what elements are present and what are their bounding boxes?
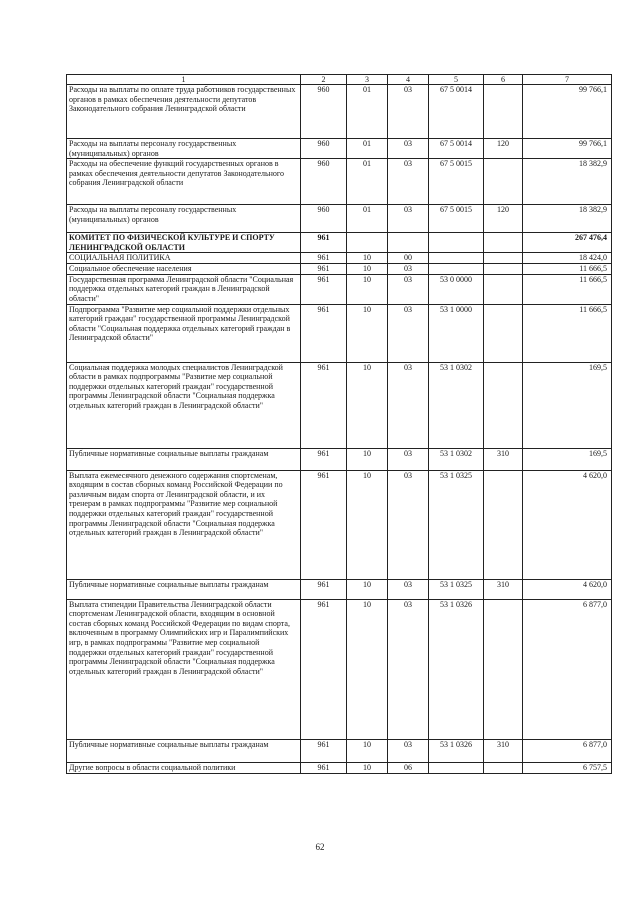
row-name-cell: Расходы на выплаты персоналу государственных (муниципальных) органов bbox=[67, 139, 301, 159]
table-row bbox=[67, 470, 612, 579]
row-gr-cell: 961 bbox=[301, 762, 347, 773]
table-row bbox=[67, 599, 612, 739]
row-sum-cell: 99 766,1 bbox=[523, 139, 612, 159]
row-csr-cell: 53 1 0325 bbox=[429, 470, 484, 579]
row-vr-cell: 310 bbox=[484, 448, 523, 470]
row-rz-cell: 01 bbox=[347, 85, 388, 139]
row-vr-cell bbox=[484, 85, 523, 139]
row-vr-cell bbox=[484, 263, 523, 274]
row-rz-cell: 10 bbox=[347, 263, 388, 274]
row-pr-cell: 00 bbox=[388, 253, 429, 264]
row-vr-cell: 310 bbox=[484, 579, 523, 599]
row-sum-cell: 169,5 bbox=[523, 448, 612, 470]
row-csr-cell: 53 0 0000 bbox=[429, 274, 484, 304]
row-vr-cell bbox=[484, 159, 523, 205]
header-cell: 2 bbox=[301, 75, 347, 85]
page-number: 62 bbox=[315, 842, 325, 852]
row-rz-cell bbox=[347, 233, 388, 253]
table-row bbox=[67, 263, 612, 274]
row-rz-cell: 10 bbox=[347, 253, 388, 264]
table-header-row bbox=[67, 75, 612, 85]
table-row bbox=[67, 233, 612, 253]
row-pr-cell: 03 bbox=[388, 579, 429, 599]
row-gr-cell: 961 bbox=[301, 448, 347, 470]
header-cell: 4 bbox=[388, 75, 429, 85]
table-row bbox=[67, 762, 612, 773]
row-gr-cell: 961 bbox=[301, 362, 347, 448]
row-gr-cell: 961 bbox=[301, 739, 347, 762]
row-pr-cell: 03 bbox=[388, 205, 429, 233]
table-row bbox=[67, 739, 612, 762]
row-pr-cell: 03 bbox=[388, 263, 429, 274]
table-row bbox=[67, 139, 612, 159]
row-name-cell: Публичные нормативные социальные выплаты гражданам bbox=[67, 448, 301, 470]
row-vr-cell: 120 bbox=[484, 139, 523, 159]
table-row bbox=[67, 304, 612, 362]
row-csr-cell: 53 1 0000 bbox=[429, 304, 484, 362]
row-pr-cell: 03 bbox=[388, 85, 429, 139]
row-vr-cell: 120 bbox=[484, 205, 523, 233]
row-gr-cell: 961 bbox=[301, 233, 347, 253]
row-name-cell: Другие вопросы в области социальной политики bbox=[67, 762, 301, 773]
row-sum-cell: 18 382,9 bbox=[523, 205, 612, 233]
row-gr-cell: 961 bbox=[301, 274, 347, 304]
row-gr-cell: 960 bbox=[301, 85, 347, 139]
table-body bbox=[67, 75, 612, 774]
row-csr-cell: 53 1 0302 bbox=[429, 448, 484, 470]
row-pr-cell: 06 bbox=[388, 762, 429, 773]
row-sum-cell: 11 666,5 bbox=[523, 304, 612, 362]
row-sum-cell: 11 666,5 bbox=[523, 263, 612, 274]
row-gr-cell: 961 bbox=[301, 263, 347, 274]
row-sum-cell: 6 877,0 bbox=[523, 739, 612, 762]
table-row bbox=[67, 253, 612, 264]
row-name-cell: Выплата стипендии Правительства Ленинградской области спортсменам Ленинградской области, входящим в основной состав сборных команд Российской Федерации по видам спорта, включенным в программу Олимпийских игр и Паралимпийских игр, в рамках подпрограммы "Развитие мер социальной поддержки отдельных категорий граждан" государственной программы Ленинградской области "Социальная поддержка отдельных категорий граждан в Ленинградской области" bbox=[67, 599, 301, 739]
row-gr-cell: 961 bbox=[301, 253, 347, 264]
row-gr-cell: 961 bbox=[301, 470, 347, 579]
row-csr-cell: 67 5 0014 bbox=[429, 85, 484, 139]
row-name-cell: Подпрограмма "Развитие мер социальной поддержки отдельных категорий граждан" государственной программы Ленинградской области "Социальная поддержка отдельных категорий граждан в Ленинградской области" bbox=[67, 304, 301, 362]
row-sum-cell: 18 382,9 bbox=[523, 159, 612, 205]
row-rz-cell: 01 bbox=[347, 139, 388, 159]
header-cell: 3 bbox=[347, 75, 388, 85]
row-sum-cell: 6 877,0 bbox=[523, 599, 612, 739]
row-name-cell: Государственная программа Ленинградской области "Социальная поддержка отдельных категорий граждан в Ленинградской области" bbox=[67, 274, 301, 304]
row-vr-cell bbox=[484, 599, 523, 739]
row-name-cell: Публичные нормативные социальные выплаты гражданам bbox=[67, 579, 301, 599]
row-csr-cell: 67 5 0014 bbox=[429, 139, 484, 159]
row-sum-cell: 18 424,0 bbox=[523, 253, 612, 264]
row-vr-cell bbox=[484, 470, 523, 579]
row-vr-cell bbox=[484, 233, 523, 253]
row-vr-cell: 310 bbox=[484, 739, 523, 762]
row-pr-cell bbox=[388, 233, 429, 253]
row-csr-cell bbox=[429, 253, 484, 264]
header-cell: 6 bbox=[484, 75, 523, 85]
table-row bbox=[67, 579, 612, 599]
row-pr-cell: 03 bbox=[388, 739, 429, 762]
row-rz-cell: 10 bbox=[347, 599, 388, 739]
row-rz-cell: 10 bbox=[347, 448, 388, 470]
row-pr-cell: 03 bbox=[388, 599, 429, 739]
row-csr-cell bbox=[429, 263, 484, 274]
row-name-cell: Расходы на обеспечение функций государственных органов в рамках обеспечения деятельности депутатов Законодательного собрания Ленинградской области bbox=[67, 159, 301, 205]
row-sum-cell: 99 766,1 bbox=[523, 85, 612, 139]
table-row bbox=[67, 274, 612, 304]
row-csr-cell bbox=[429, 233, 484, 253]
row-csr-cell bbox=[429, 762, 484, 773]
row-rz-cell: 01 bbox=[347, 205, 388, 233]
table-row bbox=[67, 205, 612, 233]
row-rz-cell: 10 bbox=[347, 362, 388, 448]
row-name-cell: Расходы на выплаты по оплате труда работников государственных органов в рамках обеспечения деятельности депутатов Законодательного собрания Ленинградской области bbox=[67, 85, 301, 139]
row-csr-cell: 53 1 0325 bbox=[429, 579, 484, 599]
row-rz-cell: 10 bbox=[347, 579, 388, 599]
row-gr-cell: 960 bbox=[301, 159, 347, 205]
row-pr-cell: 03 bbox=[388, 304, 429, 362]
row-pr-cell: 03 bbox=[388, 159, 429, 205]
row-vr-cell bbox=[484, 762, 523, 773]
row-sum-cell: 267 476,4 bbox=[523, 233, 612, 253]
table-row bbox=[67, 85, 612, 139]
row-pr-cell: 03 bbox=[388, 470, 429, 579]
header-cell: 7 bbox=[523, 75, 612, 85]
row-csr-cell: 67 5 0015 bbox=[429, 205, 484, 233]
row-rz-cell: 10 bbox=[347, 739, 388, 762]
row-name-cell: Социальное обеспечение населения bbox=[67, 263, 301, 274]
table-row bbox=[67, 448, 612, 470]
row-pr-cell: 03 bbox=[388, 448, 429, 470]
row-csr-cell: 53 1 0326 bbox=[429, 739, 484, 762]
row-gr-cell: 961 bbox=[301, 579, 347, 599]
row-pr-cell: 03 bbox=[388, 362, 429, 448]
row-sum-cell: 6 757,5 bbox=[523, 762, 612, 773]
row-vr-cell bbox=[484, 253, 523, 264]
row-sum-cell: 169,5 bbox=[523, 362, 612, 448]
budget-table bbox=[66, 74, 612, 774]
row-name-cell: Расходы на выплаты персоналу государственных (муниципальных) органов bbox=[67, 205, 301, 233]
row-rz-cell: 10 bbox=[347, 274, 388, 304]
row-rz-cell: 01 bbox=[347, 159, 388, 205]
row-gr-cell: 960 bbox=[301, 139, 347, 159]
row-pr-cell: 03 bbox=[388, 274, 429, 304]
row-sum-cell: 4 620,0 bbox=[523, 470, 612, 579]
row-vr-cell bbox=[484, 362, 523, 448]
row-vr-cell bbox=[484, 304, 523, 362]
row-rz-cell: 10 bbox=[347, 304, 388, 362]
row-gr-cell: 961 bbox=[301, 599, 347, 739]
row-rz-cell: 10 bbox=[347, 470, 388, 579]
row-csr-cell: 67 5 0015 bbox=[429, 159, 484, 205]
row-sum-cell: 4 620,0 bbox=[523, 579, 612, 599]
row-name-cell: Выплата ежемесячного денежного содержания спортсменам, входящим в состав сборных команд Российской Федерации по различным видам спорта от Ленинградской области, и их тренерам в рамках подпрограммы "Развитие мер социальной поддержки отдельных категорий граждан" государственной программы Ленинградской области "Социальная поддержка отдельных категорий граждан в Ленинградской области" bbox=[67, 470, 301, 579]
header-cell: 5 bbox=[429, 75, 484, 85]
header-cell: 1 bbox=[67, 75, 301, 85]
row-name-cell: Социальная поддержка молодых специалистов Ленинградской области в рамках подпрограммы "Развитие мер социальной поддержки отдельных категорий граждан" государственной программы Ленинградской области "Социальная поддержка отдельных категорий граждан в Ленинградской области" bbox=[67, 362, 301, 448]
row-gr-cell: 960 bbox=[301, 205, 347, 233]
row-csr-cell: 53 1 0302 bbox=[429, 362, 484, 448]
row-pr-cell: 03 bbox=[388, 139, 429, 159]
row-rz-cell: 10 bbox=[347, 762, 388, 773]
table-row bbox=[67, 362, 612, 448]
row-name-cell: КОМИТЕТ ПО ФИЗИЧЕСКОЙ КУЛЬТУРЕ И СПОРТУ ЛЕНИНГРАДСКОЙ ОБЛАСТИ bbox=[67, 233, 301, 253]
row-sum-cell: 11 666,5 bbox=[523, 274, 612, 304]
row-csr-cell: 53 1 0326 bbox=[429, 599, 484, 739]
row-name-cell: СОЦИАЛЬНАЯ ПОЛИТИКА bbox=[67, 253, 301, 264]
row-gr-cell: 961 bbox=[301, 304, 347, 362]
row-name-cell: Публичные нормативные социальные выплаты гражданам bbox=[67, 739, 301, 762]
row-vr-cell bbox=[484, 274, 523, 304]
table-row bbox=[67, 159, 612, 205]
